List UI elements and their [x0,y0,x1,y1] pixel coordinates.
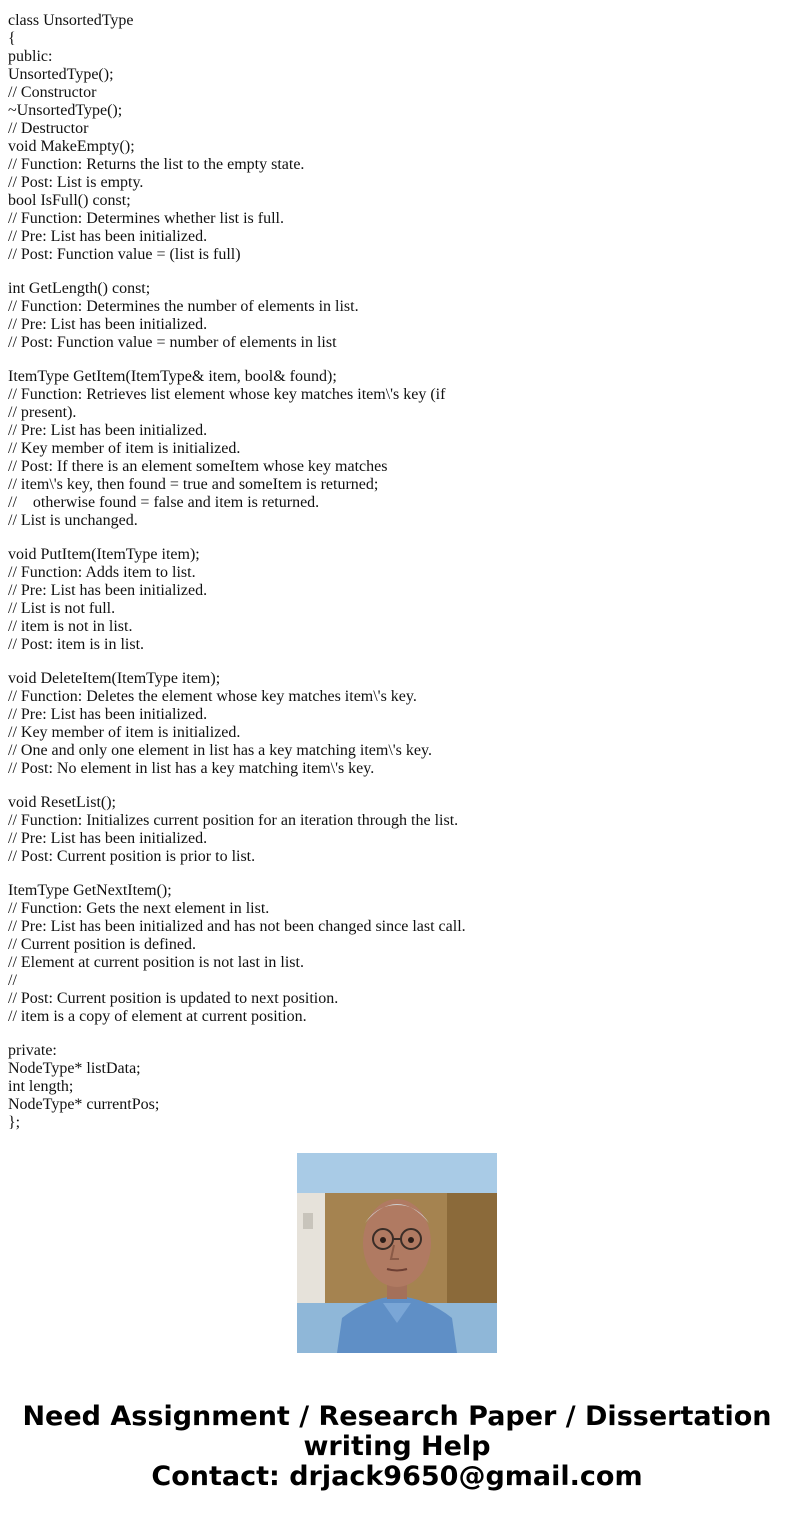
code-line: // Post: item is in list. [8,636,145,653]
code-line: void MakeEmpty(); [8,138,135,155]
code-line: // Pre: List has been initialized. [8,316,208,333]
code-line: // Function: Adds item to list. [8,564,196,581]
code-line: private: [8,1042,57,1059]
code-line: // Post: Function value = number of elements in list [8,334,337,351]
code-line: // Destructor [8,120,89,137]
code-line: void DeleteItem(ItemType item); [8,670,221,687]
code-line: // Post: Current position is prior to list. [8,848,256,865]
code-line: // Key member of item is initialized. [8,724,241,741]
code-line: void PutItem(ItemType item); [8,546,200,563]
code-line: // List is not full. [8,600,116,617]
code-line: // item is not in list. [8,618,133,635]
code-line: // [8,972,17,989]
code-line [8,654,788,670]
code-line: int GetLength() const; [8,280,151,297]
code-line: // Post: List is empty. [8,174,144,191]
author-avatar [297,1153,497,1353]
code-line [8,1026,788,1042]
code-line: // item\'s key, then found = true and someItem is returned; [8,476,379,493]
code-line: // Current position is defined. [8,936,196,953]
cta-line-1: Need Assignment / Research Paper / Dissertation [22,1401,772,1432]
code-line: // present). [8,404,77,421]
code-line: // Post: Function value = (list is full) [8,246,241,263]
cta-line-3: Contact: drjack9650@gmail.com [151,1461,643,1492]
code-line: // Post: No element in list has a key matching item\'s key. [8,760,375,777]
cta-line-2: writing Help [303,1431,491,1462]
code-line: NodeType* listData; [8,1060,141,1077]
code-line: ~UnsortedType(); [8,102,123,119]
code-line: // Function: Retrieves list element whose key matches item\'s key (if [8,386,446,403]
code-line: ItemType GetItem(ItemType& item, bool& found); [8,368,337,385]
code-line: // List is unchanged. [8,512,138,529]
code-line: // item is a copy of element at current position. [8,1008,307,1025]
code-line [8,530,788,546]
code-line: // One and only one element in list has a key matching item\'s key. [8,742,432,759]
code-line: public: [8,48,53,65]
code-line [8,778,788,794]
code-line: // Pre: List has been initialized. [8,830,208,847]
code-line [8,352,788,368]
code-line: NodeType* currentPos; [8,1096,160,1113]
code-line [8,866,788,882]
code-line: // Pre: List has been initialized. [8,706,208,723]
code-line: int length; [8,1078,74,1095]
contact-banner [0,1402,794,1492]
code-line: void ResetList(); [8,794,116,811]
code-line: // Pre: List has been initialized. [8,582,208,599]
code-line: // Pre: List has been initialized. [8,422,208,439]
code-line: // Function: Returns the list to the empty state. [8,156,305,173]
code-line: // otherwise found = false and item is returned. [8,494,320,511]
code-line: // Post: Current position is updated to next position. [8,990,339,1007]
code-line: // Function: Initializes current position for an iteration through the list. [8,812,459,829]
code-line: // Pre: List has been initialized and has not been changed since last call. [8,918,466,935]
code-line: // Key member of item is initialized. [8,440,241,457]
code-line: // Pre: List has been initialized. [8,228,208,245]
code-line: // Function: Gets the next element in list. [8,900,270,917]
code-line: bool IsFull() const; [8,192,131,209]
author-portrait [297,1153,497,1353]
code-line: ItemType GetNextItem(); [8,882,172,899]
code-line: // Function: Deletes the element whose key matches item\'s key. [8,688,417,705]
code-line: }; [8,1114,21,1131]
code-line: { [8,30,16,47]
code-line: class UnsortedType [8,12,134,29]
code-line: // Post: If there is an element someItem whose key matches [8,458,388,475]
code-line [8,264,788,280]
code-line: // Constructor [8,84,97,101]
code-line: // Function: Determines the number of elements in list. [8,298,359,315]
code-line: UnsortedType(); [8,66,114,83]
code-listing [8,12,788,1131]
code-line: // Element at current position is not last in list. [8,954,304,971]
code-line: // Function: Determines whether list is full. [8,210,284,227]
